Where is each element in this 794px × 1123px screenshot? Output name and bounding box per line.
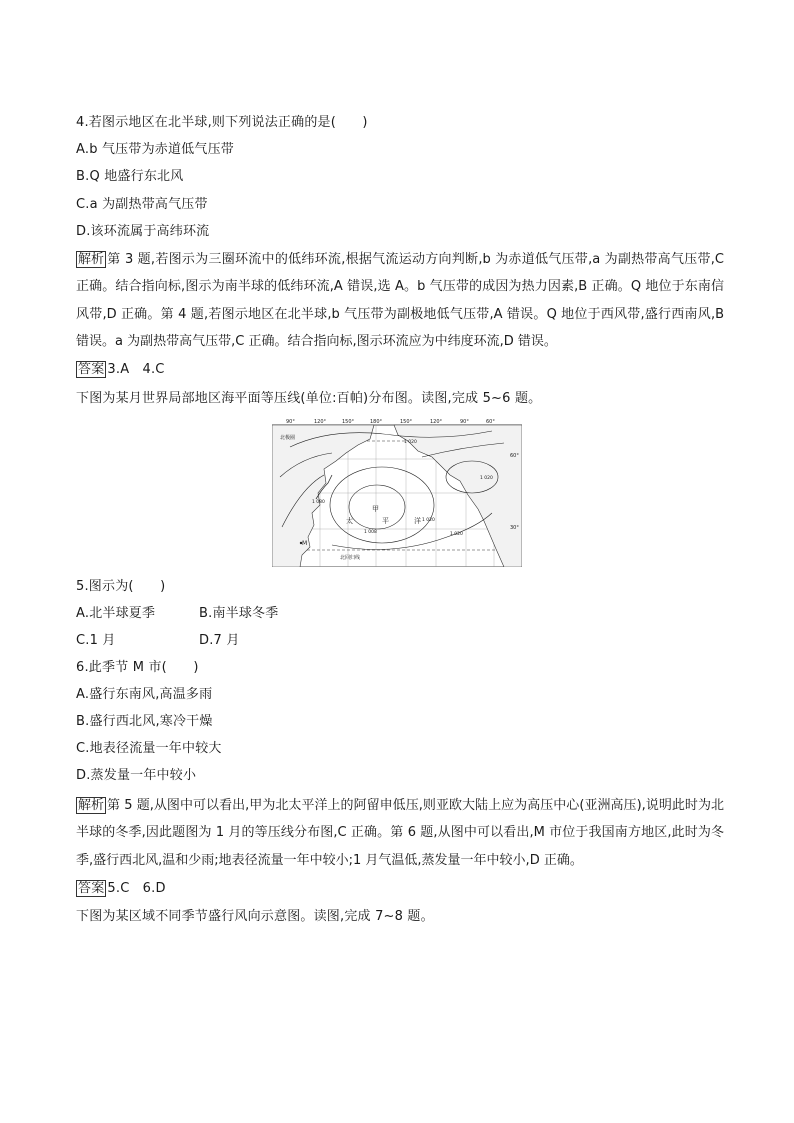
q5-option-d: D.7 月 <box>199 633 240 648</box>
analysis-text: 第 5 题,从图中可以看出,甲为北太平洋上的阿留申低压,则亚欧大陆上应为高压中心(亚洲高压),说明此时为北半球的冬季,因此题图为 1 月的等压线分布图,C 正确。第 6 题,从图中可以看出,M 市位于我国南方地区,此时为冬季,盛行西北风,温和少雨;地表径流量一年中较小;1 月气温低,蒸发量一年中较小,D 正确。 <box>76 798 724 868</box>
q5-option-b: B.南半球冬季 <box>199 606 279 621</box>
q6-option-b: B.盛行西北风,寒冷干燥 <box>76 714 213 729</box>
tick-label: 30° <box>510 525 519 531</box>
map-intro: 下图为某月世界局部地区海平面等压线(单位:百帕)分布图。读图,完成 5~6 题。 <box>76 391 542 406</box>
q5-option-c: C.1 月 <box>76 633 116 648</box>
isobar-value: 1 020 <box>480 476 493 481</box>
analysis-block-2 <box>76 792 724 874</box>
question-4-stem: 4.若图示地区在北半球,则下列说法正确的是( ) <box>76 115 368 130</box>
analysis-tag: 解析 <box>78 252 105 267</box>
q4-option-a: A.b 气压带为赤道低气压带 <box>76 142 234 157</box>
q5-option-a: A.北半球夏季 <box>76 606 156 621</box>
tick-label: 120° <box>314 419 327 425</box>
analysis-text: 第 3 题,若图示为三圈环流中的低纬环流,根据气流运动方向判断,b 为赤道低气压带,a 为副热带高气压带,C 正确。结合指向标,图示为南半球的低纬环流,A 错误,选 A。b 气压带的成因为热力因素,B 正确。Q 地位于东南信风带,D 正确。第 4 题,若图示地区在北半球,b 气压带为副极地低气压带,A 错误。Q 地位于西风带,盛行西南风,B 错误。a 为副热带高气压带,C 正确。结合指向标,图示环流应为中纬度环流,D 错误。 <box>76 252 724 349</box>
tick-label: 150° <box>400 419 413 425</box>
answer-text: 5.C 6.D <box>107 881 166 896</box>
question-6-stem: 6.此季节 M 市( ) <box>76 660 199 675</box>
isobar-value: 1 080 <box>312 500 325 505</box>
tick-label: 90° <box>286 419 295 425</box>
isobar-map <box>272 417 522 567</box>
answer-tag: 答案 <box>78 362 105 377</box>
tropic-label: 北回归线 <box>340 555 361 561</box>
arctic-circle-label: 北极圈 <box>280 435 296 441</box>
q6-option-d: D.蒸发量一年中较小 <box>76 768 197 783</box>
q5-options-row-2 <box>76 632 240 650</box>
city-m-marker <box>300 542 302 544</box>
ocean-label: 太 <box>346 517 353 525</box>
answer-tag: 答案 <box>78 881 105 896</box>
tick-label: 180° <box>370 419 383 425</box>
low-center-label: 甲 <box>372 505 379 513</box>
analysis-tag: 解析 <box>78 798 105 813</box>
q6-option-a: A.盛行东南风,高温多雨 <box>76 687 213 702</box>
figure-intro: 下图为某区域不同季节盛行风向示意图。读图,完成 7~8 题。 <box>76 909 434 924</box>
q4-option-d: D.该环流属于高纬环流 <box>76 224 210 239</box>
ocean-label: 平 <box>382 517 389 525</box>
tick-label: 120° <box>430 419 443 425</box>
isobar-value: 1 020 <box>422 518 435 523</box>
tick-label: 90° <box>460 419 469 425</box>
q6-option-c: C.地表径流量一年中较大 <box>76 741 222 756</box>
isobar-value: 1 020 <box>450 532 463 537</box>
tick-label: 150° <box>342 419 355 425</box>
q4-option-b: B.Q 地盛行东北风 <box>76 169 184 184</box>
tick-label: 60° <box>486 419 495 425</box>
question-5-stem: 5.图示为( ) <box>76 579 166 594</box>
answer-block-2 <box>76 880 166 898</box>
city-m-label: M <box>302 540 308 547</box>
q5-options-row-1 <box>76 605 278 623</box>
analysis-block-1 <box>76 246 724 355</box>
tick-label: 60° <box>510 453 519 459</box>
isobar-value: 1 020 <box>404 440 417 445</box>
answer-text: 3.A 4.C <box>107 362 165 377</box>
isobar-value: 1 008 <box>364 530 377 535</box>
answer-block-1 <box>76 361 165 379</box>
ocean-label: 洋 <box>414 517 421 525</box>
q4-option-c: C.a 为副热带高气压带 <box>76 197 208 212</box>
